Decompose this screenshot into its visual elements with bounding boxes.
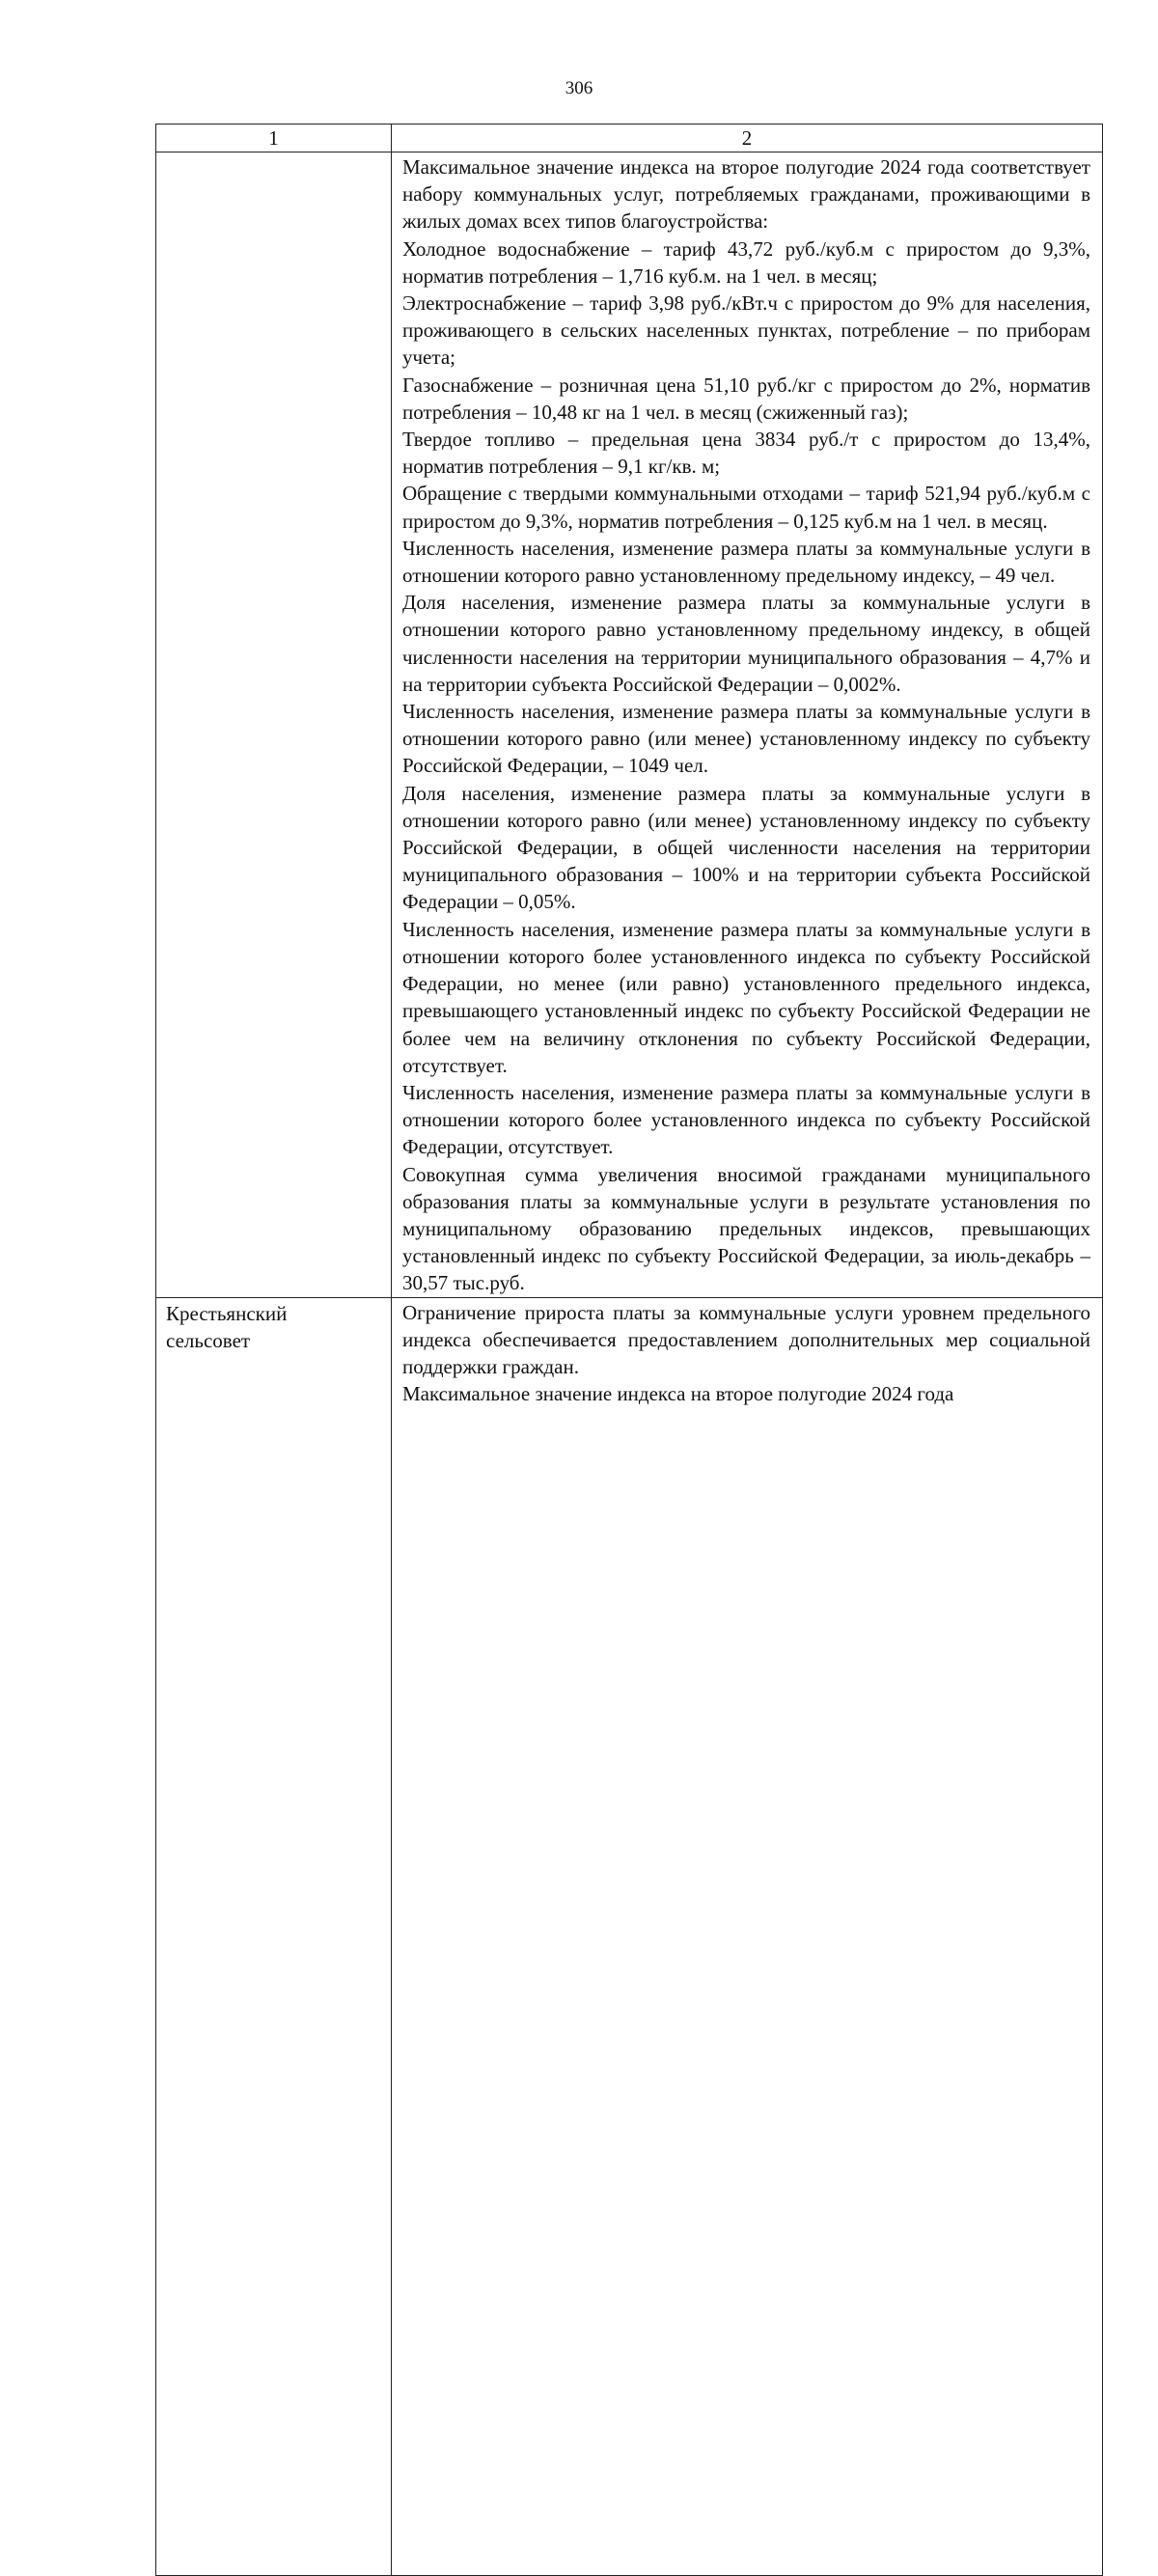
paragraph: Доля населения, изменение размера платы за коммунальные услуги в отношении которого равно (или менее) установленному индексу по субъекту Российской Федерации, в общей численности населения на территории муниципального образования – 100% и на территории субъекта Российской Федерации – 0,05%. <box>402 781 1090 914</box>
description-cell <box>392 1297 1103 2575</box>
paragraph: Численность населения, изменение размера платы за коммунальные услуги в отношении которого более установленного индекса по субъекту Российской Федерации, но менее (или равно) установленного предельного индекса, превышающего установленный индекс по субъекту Российской Федерации не более чем на величину отклонения по субъекту Российской Федерации, отсутствует. <box>402 917 1090 1077</box>
table-header-row <box>156 125 1103 152</box>
paragraph: Численность населения, изменение размера платы за коммунальные услуги в отношении которого равно (или менее) установленному индексу по субъекту Российской Федерации, – 1049 чел. <box>402 700 1090 778</box>
paragraph: Обращение с твердыми коммунальными отходами – тариф 521,94 руб./куб.м с приростом до 9,3%, норматив потребления – 0,125 куб.м на 1 чел. в месяц. <box>402 482 1090 533</box>
paragraph: Газоснабжение – розничная цена 51,10 руб./кг с приростом до 2%, норматив потребления – 10,48 кг на 1 чел. в месяц (сжиженный газ); <box>402 373 1090 424</box>
paragraph: Совокупная сумма увеличения вносимой гражданами муниципального образования платы за коммунальные услуги в результате установления по муниципальному образованию предельных индексов, превышающих установленный индекс по субъекту Российской Федерации, за июль-декабрь – 30,57 тыс.руб. <box>402 1162 1090 1295</box>
paragraph: Ограничение прироста платы за коммунальные услуги уровнем предельного индекса обеспечивается предоставлением дополнительных мер социальной поддержки граждан. <box>402 1300 1090 1378</box>
paragraph: Доля населения, изменение размера платы за коммунальные услуги в отношении которого равно установленному предельному индексу, в общей численности населения на территории муниципального образования – 4,7% и на территории субъекта Российской Федерации – 0,002%. <box>402 591 1090 696</box>
paragraph: Максимальное значение индекса на второе полугодие 2024 года <box>402 1382 954 1406</box>
paragraph: Твердое топливо – предельная цена 3834 руб./т с приростом до 13,4%, норматив потребления – 9,1 кг/кв. м; <box>402 428 1090 479</box>
table-row <box>156 152 1103 1298</box>
table-row <box>156 1297 1103 2575</box>
page-number: 306 <box>565 78 593 98</box>
paragraph: Численность населения, изменение размера платы за коммунальные услуги в отношении которого равно установленному предельному индексу, – 49 чел. <box>402 536 1090 588</box>
document-table <box>155 124 1103 2576</box>
description-cell <box>392 152 1103 1298</box>
municipality-name-cell <box>156 152 392 1298</box>
municipality-name-cell <box>156 1297 392 2575</box>
paragraph: Электроснабжение – тариф 3,98 руб./кВт.ч с приростом до 9% для населения, проживающего в сельских населенных пунктах, потребление – по приборам учета; <box>402 291 1090 370</box>
municipality-name: Крестьянский сельсовет <box>166 1301 288 1352</box>
paragraph: Холодное водоснабжение – тариф 43,72 руб./куб.м с приростом до 9,3%, норматив потребления – 1,716 куб.м. на 1 чел. в месяц; <box>402 236 1090 288</box>
paragraph: Максимальное значение индекса на второе полугодие 2024 года соответствует набору коммунальных услуг, потребляемых гражданами, проживающими в жилых домах всех типов благоустройства: <box>402 155 1090 234</box>
column-header-1: 1 <box>156 125 392 152</box>
paragraph: Численность населения, изменение размера платы за коммунальные услуги в отношении которого более установленного индекса по субъекту Российской Федерации, отсутствует. <box>402 1080 1090 1159</box>
column-header-2: 2 <box>392 125 1103 152</box>
